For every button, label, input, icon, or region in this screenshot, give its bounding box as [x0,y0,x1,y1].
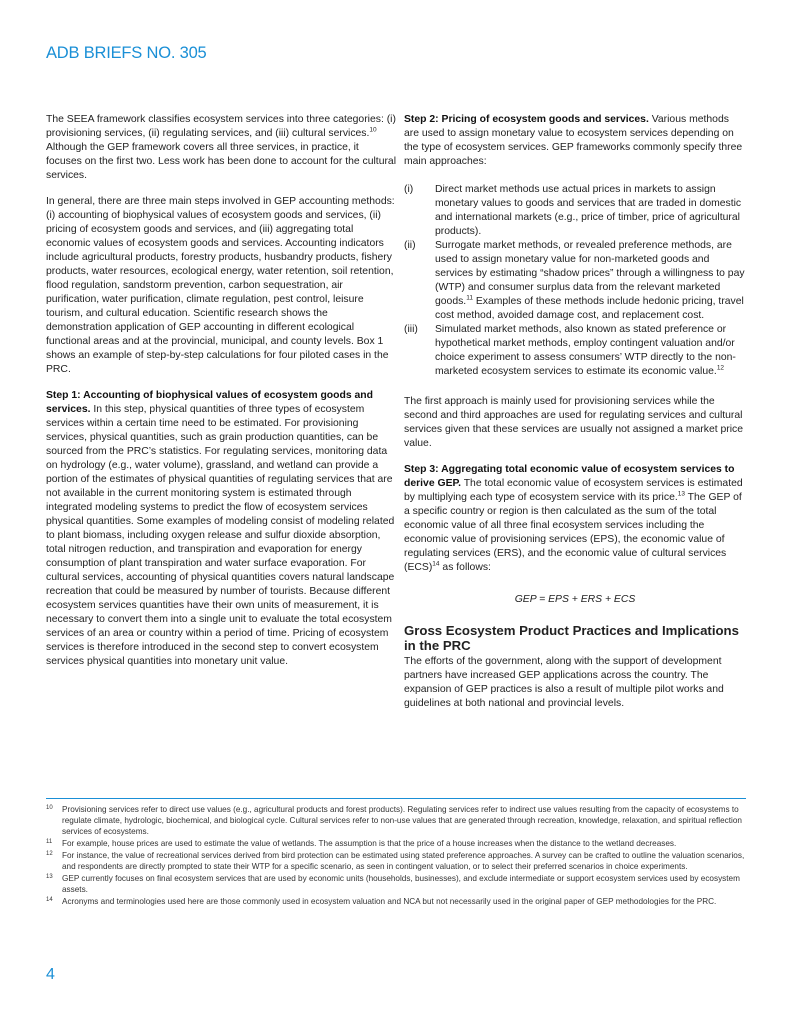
gep-formula: GEP = EPS + ERS + ECS [514,594,636,605]
right-column [404,113,746,711]
pricing-methods-list [404,183,746,379]
footnote-12 [46,850,746,872]
footnote-11 [46,838,746,849]
list-item [404,239,746,323]
footnotes [46,804,746,908]
footnote-14 [46,896,746,907]
left-column [46,113,396,669]
footnote-text: Acronyms and terminologies used here are those commonly used in ecosystem valuation and NCA but not necessarily used in the original paper of GEP methodologies for the PRC. [62,897,717,906]
footnote-number: 11 [46,839,53,845]
step-1-heading: Step 1: Accounting of biophysical values of ecosystem goods and services. [46,390,373,415]
list-item-number: (ii) [404,240,416,251]
step-3-text: as follows: [439,562,491,573]
page-number: 4 [46,966,55,983]
footnote-text: Provisioning services refer to direct use values (e.g., agricultural products and forest products). Regulating services refer to indirect use values resulting from the capacity of ecosystems to regulate climate, hydrologic, biochemical, and biological cycle. Cultural services refer to non-use values that are generated through recreation, knowledge, relaxation, and spiritual reflection services of ecosystems. [62,805,742,836]
list-item-body: Simulated market methods, also known as stated preference or hypothetical market methods, employ contingent valuation and/or choice experiment to assess consumers’ WTP directly to the non-marketed ecosystem services to estimate its economic value. [435,324,736,377]
footnote-13 [46,873,746,895]
paragraph-gep-practices: The efforts of the government, along with the support of development partners have increased GEP applications across the country. The expansion of GEP practices is also a result of multiple pilot works and guidelines at both national and provincial levels. [404,656,724,709]
step-3-text: The GEP of a specific country or region is then calculated as the sum of the total economic value of all three final ecosystem services including the economic value of provisioning services (EPS), the economic value of regulating services (ERS), and the economic value of cultural services (ECS) [404,492,742,573]
publication-header: ADB BRIEFS NO. 305 [46,44,207,62]
footnote-ref-11[interactable]: 11 [466,294,473,302]
footnote-number: 13 [46,874,53,880]
footnote-number: 12 [46,851,53,857]
step-1-text: In this step, physical quantities of three types of ecosystem services within a certain time need to be estimated. For provisioning services, physical quantities, such as grain production quantities, can be sourced from the PRC’s statistics. For regulating services, monitoring data on hydrology (e.g., water volume), grassland, and wetland can provide a portion of the estimates of physical quantities of regulating services that are not available in the current monitoring system is estimated through integrated modeling systems to predict the flow of ecosystem services physical quantities. Some examples of modeling consist of modeling related to plant biomass, including oxygen release and sulfur dioxide absorption, total nitrogen reduction, and transpiration and evaporation for energy consumption of plant transpiration and water surface evaporation. For cultural services, accounting of physical quantities covers natural landscape recreation that could be measured by number of tourists. Because different ecosystem services quantities have their own units of measurement, it is necessary to convert them into a single unit to evaluate the total ecosystem services of an area or country within a period of time. Pricing of ecosystem services is therefore introduced in the second step to convert ecosystem services physical quantities into monetary unit value. [46,404,395,667]
paragraph-gep-steps: In general, there are three main steps involved in GEP accounting methods: (i) accounting of biophysical values of ecosystem goods and services, (ii) pricing of ecosystem goods and services, and (iii) aggregating total economic values of ecosystem goods and services. Accounting indicators include agricultural products, forestry products, husbandry products, fishery products, water resources, ecological energy, water retention, soil retention, flood regulation, sandstorm prevention, carbon sequestration, air purification, water purification, climate regulation, pest control, leisure tourism, and cultural education. Scientific research shows the demonstration application of GEP accounting in different ecological functional areas and at the provincial, municipal, and county levels. Box 1 shows an example of step-by-step calculations for four piloted cases in the PRC. [46,196,395,375]
paragraph-seea-intro [46,113,396,183]
section-heading: Gross Ecosystem Product Practices and Implications in the PRC [404,623,739,653]
footnote-divider [46,798,746,799]
list-item [404,323,746,379]
footnote-text: For instance, the value of recreational services derived from bird protection can be estimated using stated preference approaches. A survey can be crafted to outline the valuation scenarios, and respondents are directly prompted to state their WTP for a specific scenario, as seen in contingent valuation, or to select their preferred scenarios in choice experiments. [62,851,745,871]
list-item-text [435,239,746,323]
paragraph-step-2 [404,113,746,169]
list-item-number: (i) [404,184,414,195]
paragraph-approach-usage: The first approach is mainly used for provisioning services while the second and third approaches are used for regulating services and cultural services given that these services are usually not assigned a market price value. [404,396,744,449]
paragraph-step-3 [404,463,746,575]
list-item-text [435,183,746,239]
step-3-heading: Step 3: Aggregating total economic value of ecosystem services to derive GEP. [404,464,735,489]
step-3-text: The total economic value of ecosystem services is estimated by multiplying each type of ecosystem service with its price. [404,478,743,503]
footnote-10 [46,804,746,837]
footnote-ref-12[interactable]: 12 [716,364,725,372]
footnote-number: 14 [46,897,53,903]
list-item-tail: Examples of these methods include hedonic pricing, travel cost method, avoided damage cost, and replacement cost. [435,296,744,321]
paragraph-text: The SEEA framework classifies ecosystem services into three categories: (i) provisioning services, (ii) regulating services, and (iii) cultural services. [46,114,396,139]
list-item-number: (iii) [404,324,418,335]
list-item-body: Surrogate market methods, or revealed preference methods, are used to assign monetary value for non-marketed goods and services by estimating “shadow prices” through a willingness to pay (WTP) and consumer surplus data from the relevant marketed goods. [435,240,745,307]
paragraph-text: Although the GEP framework covers all three services, in practice, it focuses on the first two. Less work has been done to account for the cultural services. [46,142,397,181]
footnote-ref-13[interactable]: 13 [677,490,685,498]
footnote-number: 10 [46,805,53,811]
list-item-text [435,323,746,379]
footnote-ref-10[interactable]: 10 [369,126,377,134]
paragraph-step-1 [46,389,396,669]
step-2-heading: Step 2: Pricing of ecosystem goods and services. [404,114,649,125]
footnote-text: For example, house prices are used to estimate the value of wetlands. The assumption is that the price of a house increases when the distance to the wetland decreases. [62,839,677,848]
list-item [404,183,746,239]
footnote-text: GEP currently focuses on final ecosystem services that are used by economic units (households, businesses), and exclude intermediate or support ecosystem services used by ecosystem assets. [62,874,740,894]
list-item-body: Direct market methods use actual prices in markets to assign monetary values to goods and services that are traded in domestic and international markets (e.g., price of timber, price of agricultural products). [435,184,742,237]
footnote-ref-14[interactable]: 14 [432,560,440,568]
step-2-text: Various methods are used to assign monetary value to ecosystem services depending on the type of ecosystem services. GEP frameworks commonly specify three main approaches: [404,114,743,167]
